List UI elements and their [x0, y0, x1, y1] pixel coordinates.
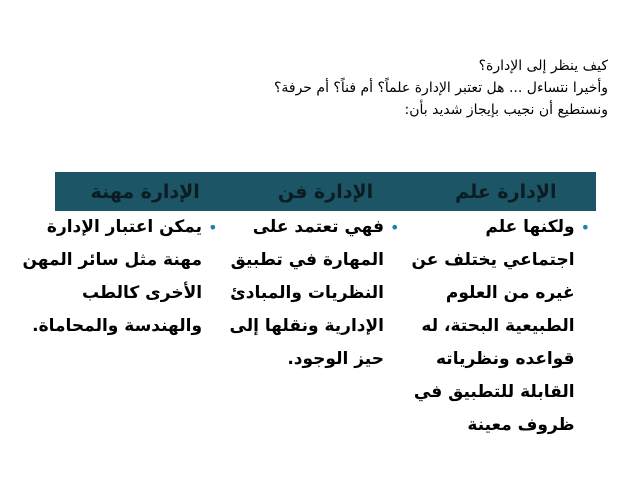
text-line: يمكن اعتبار الإدارة [46, 217, 203, 237]
text-line: ولكنها علم [485, 217, 575, 237]
text-line: المهارة في تطبيق [230, 250, 384, 270]
text-line: القابلة للتطبيق في [413, 382, 575, 402]
column-science [405, 211, 596, 435]
header-science: الإدارة علم [455, 180, 557, 203]
text-line: الطبيعية البحتة، له [421, 316, 575, 336]
column-art [224, 211, 406, 421]
text-line: قواعده ونظرياته [436, 349, 575, 369]
column-profession-text [22, 211, 202, 421]
column-science-text [411, 211, 575, 435]
bullet-icon: • [208, 218, 218, 237]
text-line: الأخرى كالطب [82, 283, 203, 303]
bullet-icon: • [390, 218, 400, 237]
text-line: غيره من العلوم [445, 283, 575, 303]
intro-line-2: وأخيرا نتساءل ... هل تعتبر الإدارة علماً؟ أم فناً؟ أم حرفة؟ [273, 80, 608, 96]
text-line: النظريات والمبادئ [230, 283, 384, 303]
column-art-text [230, 211, 385, 421]
intro-text [48, 55, 608, 121]
intro-line-3: ونستطيع أن نجيب بإيجاز شديد بأن: [404, 102, 608, 118]
bullet-icon: • [580, 218, 590, 237]
header-art: الإدارة فن [277, 180, 374, 203]
column-profession [16, 211, 223, 421]
text-line: فهي تعتمد على [252, 217, 384, 237]
intro-line-1: كيف ينظر إلى الإدارة؟ [478, 58, 608, 74]
table-body [22, 211, 596, 435]
text-line: ظروف معينة [467, 415, 575, 435]
text-line: مهنة مثل سائر المهن [22, 250, 203, 270]
text-line: حيز الوجود. [287, 349, 384, 369]
text-line: الإدارية ونقلها إلى [229, 316, 384, 336]
table-header [55, 172, 596, 211]
text-line: اجتماعي يختلف عن [411, 250, 575, 270]
text-line: والهندسة والمحاماة. [32, 316, 203, 336]
header-profession: الإدارة مهنة [90, 180, 200, 203]
